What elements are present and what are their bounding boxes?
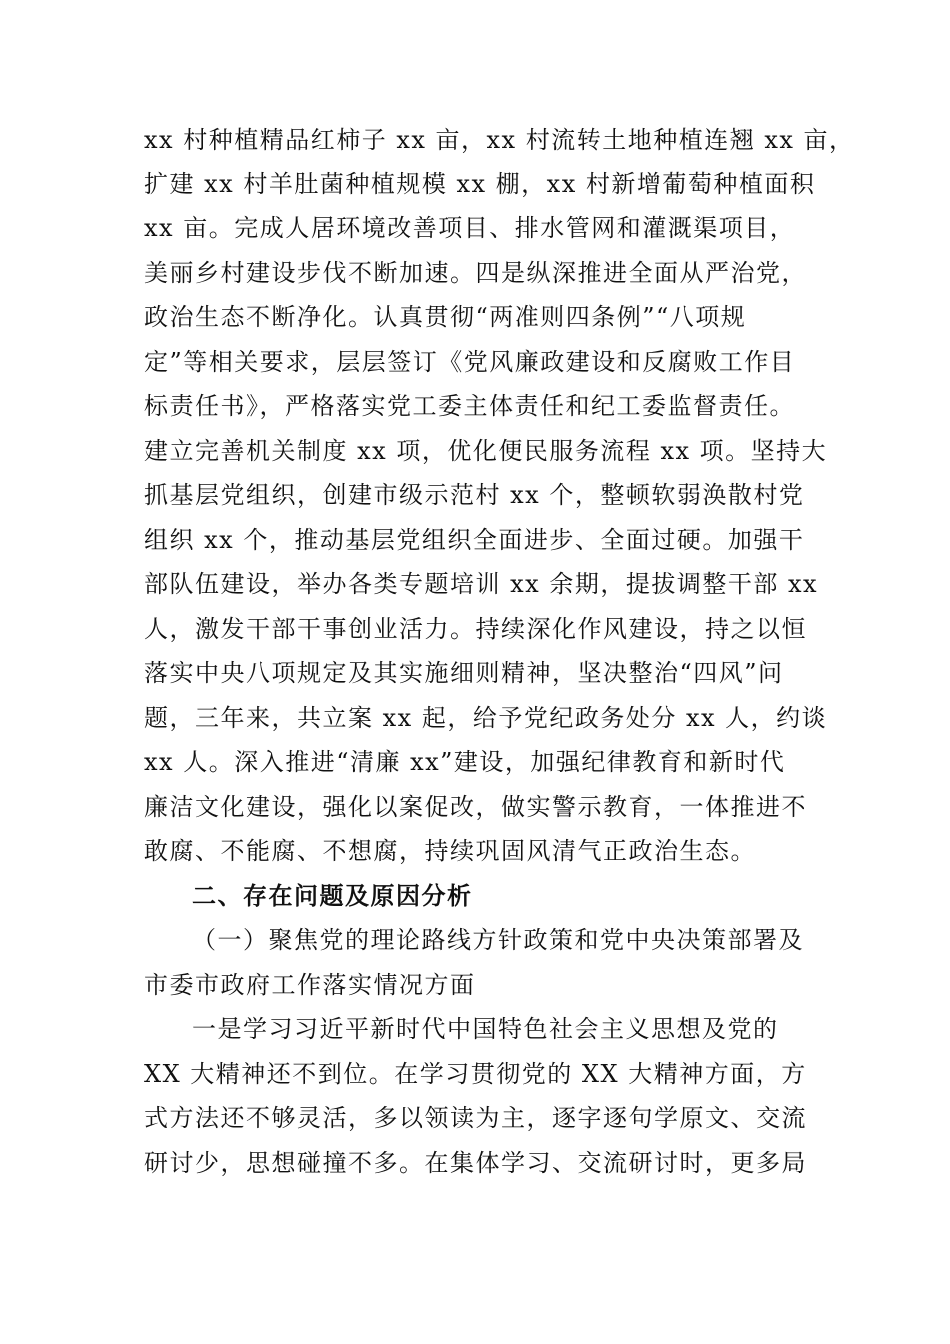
body-text-line: 标责任书》，严格落实党工委主体责任和纪工委监督责任。 xyxy=(144,392,795,420)
body-text-line: 人，激发干部干事创业活力。持续深化作风建设，持之以恒 xyxy=(144,615,807,643)
body-text-line: 一是学习习近平新时代中国特色社会主义思想及党的 xyxy=(192,1015,779,1043)
body-text-line: 部队伍建设，举办各类专题培训 xx 余期，提拔调整干部 xx xyxy=(144,570,819,598)
body-text-line: XX 大精神还不到位。在学习贯彻党的 XX 大精神方面，方 xyxy=(144,1060,807,1088)
body-text-line: 廉洁文化建设，强化以案促改，做实警示教育，一体推进不 xyxy=(144,793,807,821)
body-text-line: 政治生态不断净化。认真贯彻“两准则四条例”“八项规 xyxy=(144,303,747,331)
body-text-line: 美丽乡村建设步伐不断加速。四是纵深推进全面从严治党， xyxy=(144,259,807,287)
body-text-line: 研讨少，思想碰撞不多。在集体学习、交流研讨时，更多局 xyxy=(144,1149,807,1177)
body-text-line: 敢腐、不能腐、不想腐，持续巩固风清气正政治生态。 xyxy=(144,837,756,865)
body-text-line: xx 村种植精品红柿子 xx 亩，xx 村流转土地种植连翘 xx 亩， xyxy=(144,126,855,154)
body-text-line: xx 亩。完成人居环境改善项目、排水管网和灌溉渠项目， xyxy=(144,214,796,242)
body-text-line: 题，三年来，共立案 xx 起，给予党纪政务处分 xx 人，约谈 xyxy=(144,704,828,732)
subsection-heading-line: （一）聚焦党的理论路线方针政策和党中央决策部署及 xyxy=(192,926,804,954)
body-text-line: 扩建 xx 村羊肚菌种植规模 xx 棚，xx 村新增葡萄种植面积 xyxy=(144,170,816,198)
body-text-line: xx 人。深入推进“清廉 xx”建设，加强纪律教育和新时代 xyxy=(144,748,786,776)
body-text-line: 建立完善机关制度 xx 项，优化便民服务流程 xx 项。坚持大 xyxy=(144,437,828,465)
body-text-line: 落实中央八项规定及其实施细则精神，坚决整治“四风”问 xyxy=(144,659,784,687)
body-text-line: 式方法还不够灵活，多以领读为主，逐字逐句学原文、交流 xyxy=(144,1104,807,1132)
body-text-line: 抓基层党组织，创建市级示范村 xx 个，整顿软弱涣散村党 xyxy=(144,481,805,509)
body-text-line: 组织 xx 个，推动基层党组织全面进步、全面过硬。加强干 xyxy=(144,526,805,554)
subsection-heading-line: 市委市政府工作落实情况方面 xyxy=(144,971,476,999)
body-text-line: 定”等相关要求，层层签订《党风廉政建设和反腐败工作目 xyxy=(144,348,796,376)
section-heading: 二、存在问题及原因分析 xyxy=(192,882,473,910)
